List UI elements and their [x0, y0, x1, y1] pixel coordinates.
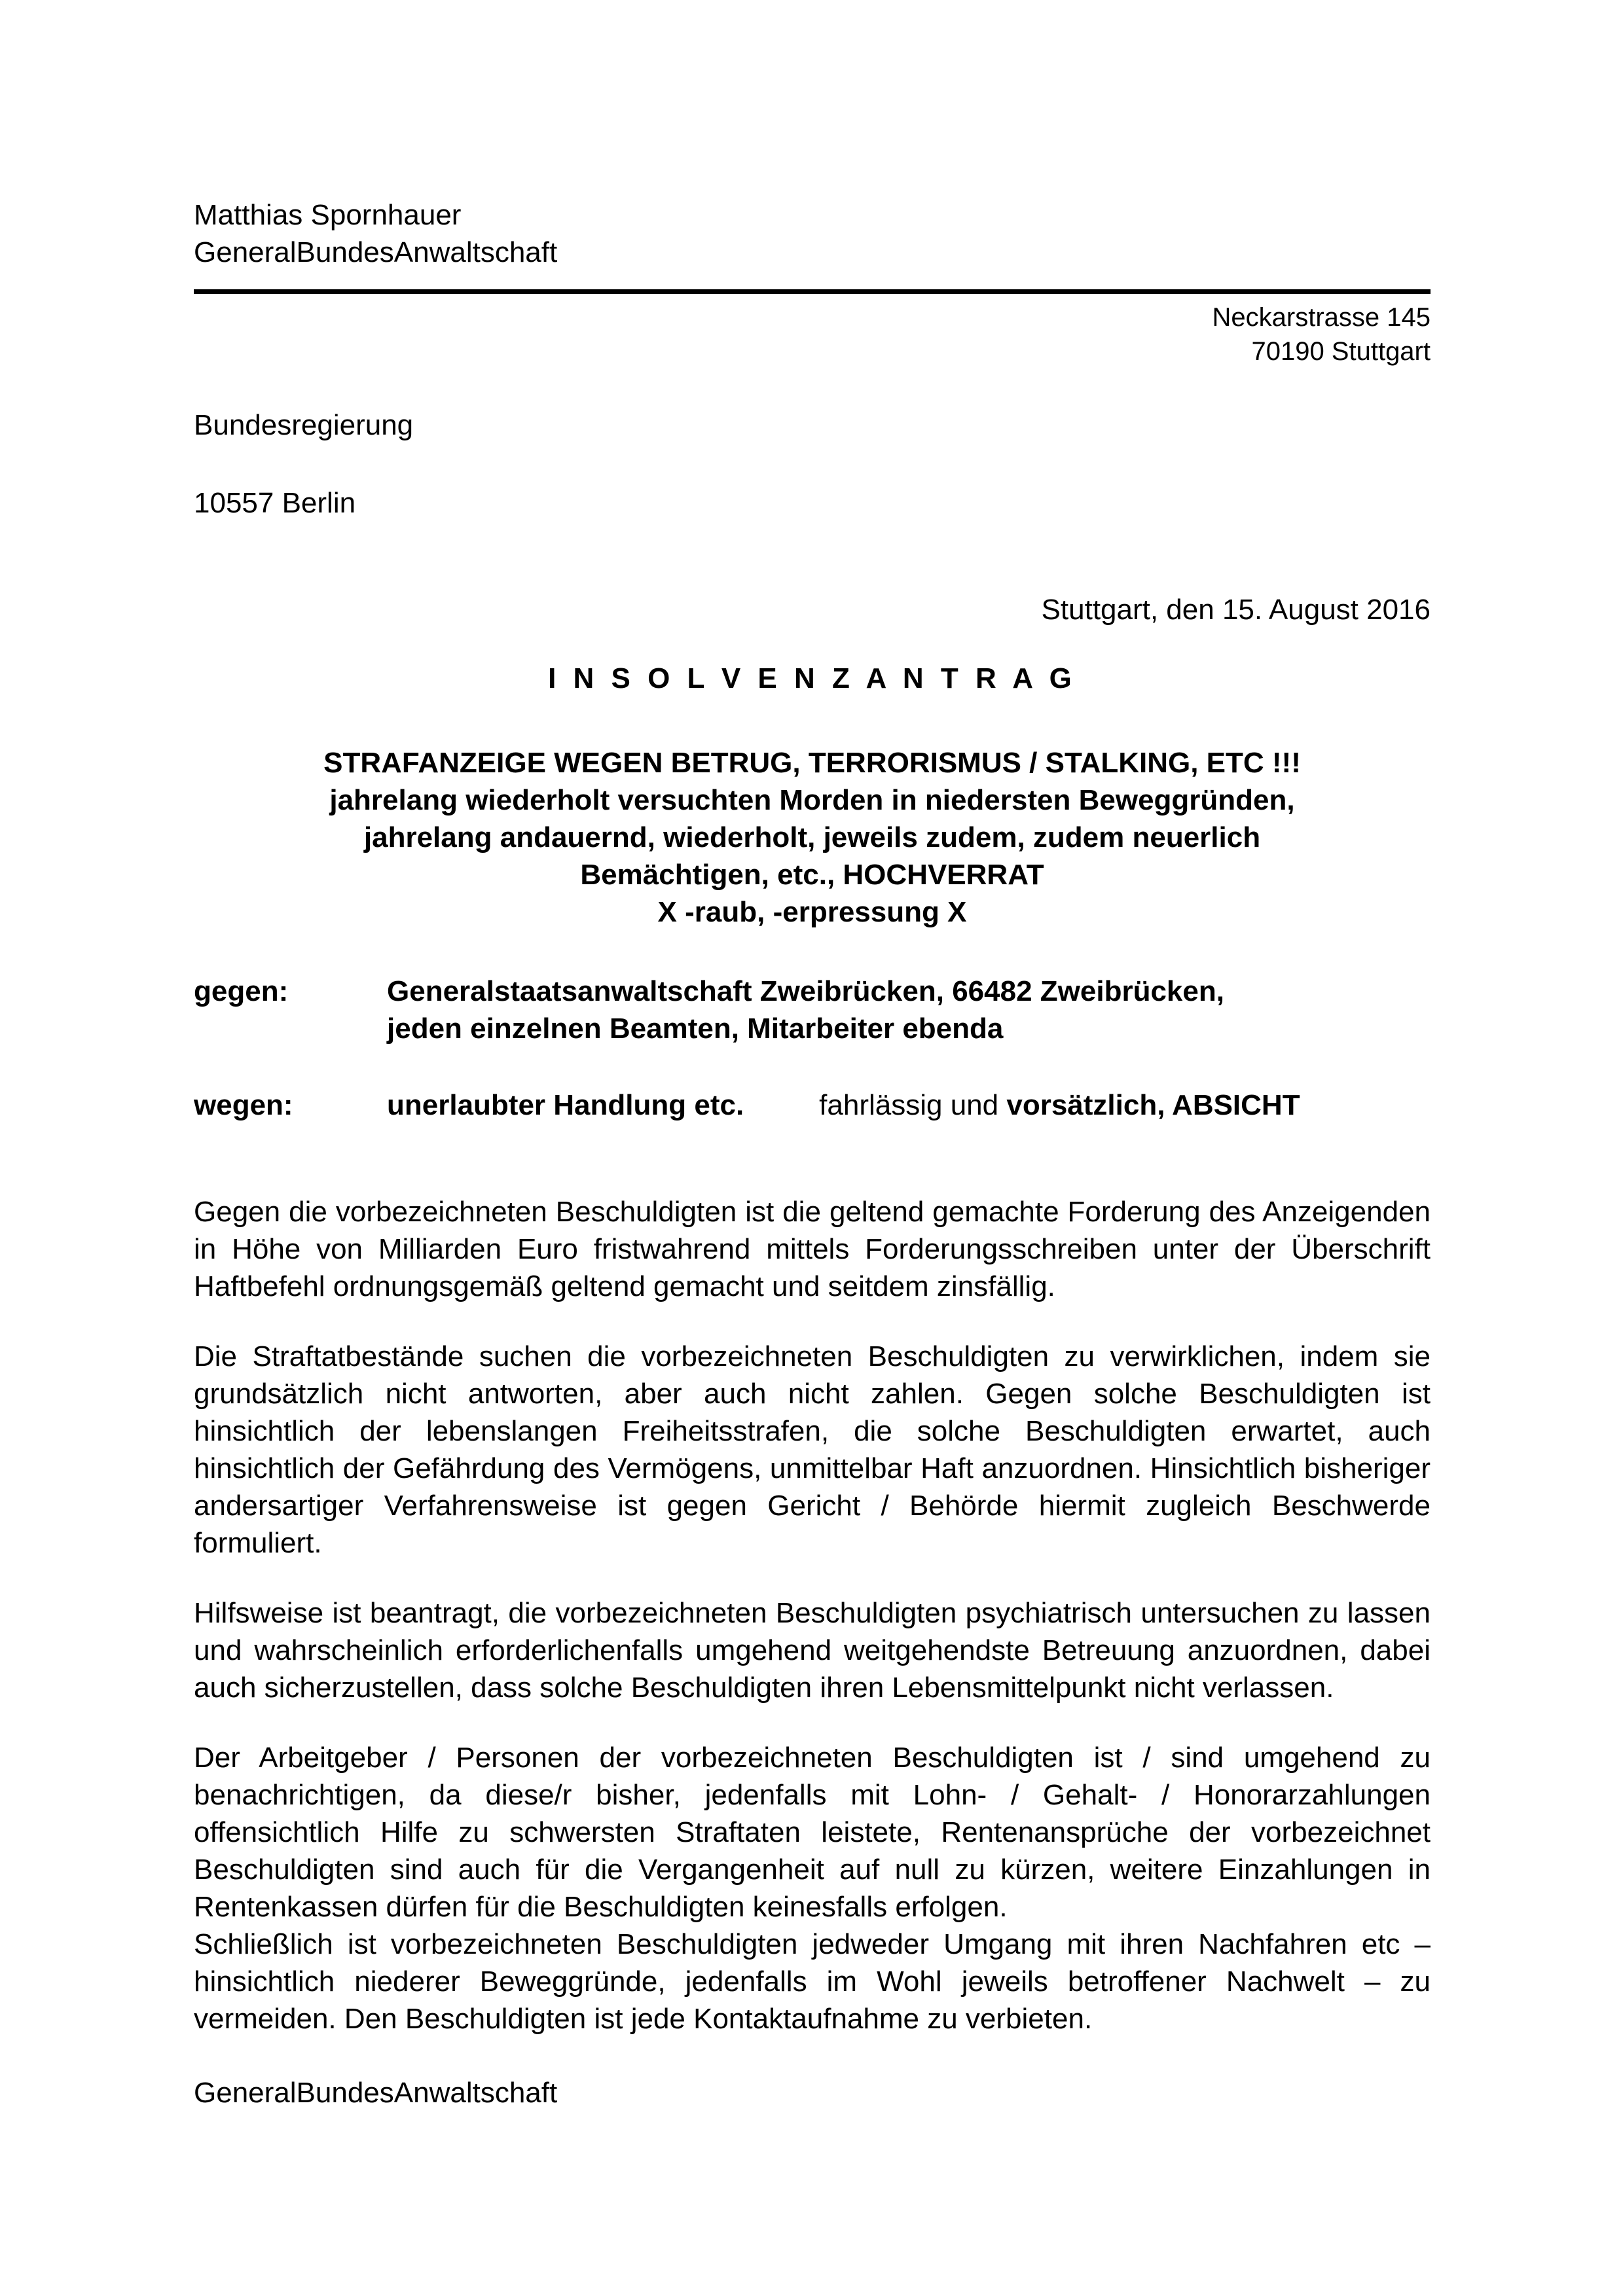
sender-org: GeneralBundesAnwaltschaft: [194, 236, 558, 268]
recipient-name: Bundesregierung: [194, 409, 414, 441]
wegen-label: wegen:: [194, 1089, 293, 1121]
body-paragraph-4: Der Arbeitgeber / Personen der vorbezeichneten Beschuldigten ist / sind umgehend zu benachrichtigen, da diese/r bisher, jedenfalls mit Lohn- / Gehalt- / Honorarzahlungen offensichtlich Hilfe zu schwersten Straftaten leistete, Rentenansprüche der vorbezeichnet Beschuldigten sind auch für die Vergangenheit auf null zu kürzen, weitere Einzahlungen in Rentenkassen dürfen für die Beschuldigten keinesfalls erfolgen.: [194, 1742, 1431, 1923]
gegen-row: [194, 973, 1431, 1047]
wegen-regular-inner: fahrlässig und: [819, 1089, 999, 1121]
subject-line-5: X -raub, -erpressung X: [657, 896, 967, 928]
wegen-row: [194, 1086, 1431, 1124]
sender-name: Matthias Spornhauer: [194, 199, 462, 231]
gegen-label: gegen:: [194, 975, 289, 1007]
subject-line-1: STRAFANZEIGE WEGEN BETRUG, TERRORISMUS / STALKING, ETC !!!: [323, 747, 1301, 779]
wegen-regular-text: [819, 1089, 1006, 1121]
document-title: I N S O L V E N Z A N T R A G: [548, 662, 1076, 694]
body-paragraph-2: Die Straftatbestände suchen die vorbezeichneten Beschuldigten zu verwirklichen, indem sie grundsätzlich nicht antworten, aber auch nicht zahlen. Gegen solche Beschuldigten ist hinsichtlich der lebenslangen Freiheitsstrafen, die solche Beschuldigten erwartet, auch hinsichtlich der Gefährdung des Vermögens, unmittelbar Haft anzuordnen. Hinsichtlich bisheriger andersartiger Verfahrensweise ist gegen Gericht / Behörde hiermit zugleich Beschwerde formuliert.: [194, 1340, 1431, 1559]
subject-block: [194, 744, 1431, 931]
date-line: Stuttgart, den 15. August 2016: [1041, 594, 1431, 626]
body-paragraph-3: Hilfsweise ist beantragt, die vorbezeichneten Beschuldigten psychiatrisch untersuchen zu lassen und wahrscheinlich erforderlichenfalls umgehend weitgehendste Betreuung anzuordnen, dabei auch sicherzustellen, dass solche Beschuldigten ihren Lebensmittelpunkt nicht verlassen.: [194, 1597, 1431, 1704]
sender-city: 70190 Stuttgart: [1251, 337, 1431, 366]
gegen-content: [387, 973, 1431, 1047]
wegen-content: [387, 1086, 1431, 1124]
body-paragraph-5: Schließlich ist vorbezeichneten Beschuldigten jedweder Umgang mit ihren Nachfahren etc – hinsichtlich niederer Beweggründe, jedenfalls im Wohl jeweils betroffener Nachwelt – zu vermeiden. Den Beschuldigten ist jede Kontaktaufnahme zu verbieten.: [194, 1928, 1431, 2035]
closing-signature: GeneralBundesAnwaltschaft: [194, 2077, 558, 2109]
subject-line-4: Bemächtigen, etc., HOCHVERRAT: [580, 859, 1044, 891]
gegen-line-2: jeden einzelnen Beamten, Mitarbeiter ebenda: [387, 1013, 1004, 1045]
sender-block: [194, 196, 1431, 271]
sender-street: Neckarstrasse 145: [1212, 303, 1431, 332]
gegen-line-1: Generalstaatsanwaltschaft Zweibrücken, 66482 Zweibrücken,: [387, 975, 1224, 1007]
body-paragraph-1: Gegen die vorbezeichneten Beschuldigten ist die geltend gemachte Forderung des Anzeigenden in Höhe von Milliarden Euro fristwahrend mittels Forderungsschreiben unter der Überschrift Haftbefehl ordnungsgemäß geltend gemacht und seitdem zinsfällig.: [194, 1196, 1431, 1302]
header-divider: [194, 289, 1431, 294]
recipient-city: 10557 Berlin: [194, 487, 356, 519]
wegen-bold-text: unerlaubter Handlung etc.: [387, 1089, 744, 1121]
subject-line-2: jahrelang wiederholt versuchten Morden in niedersten Beweggründen,: [329, 784, 1295, 816]
wegen-bold-emphasis: vorsätzlich, ABSICHT: [1006, 1089, 1300, 1121]
subject-line-3: jahrelang andauernd, wiederholt, jeweils zudem, zudem neuerlich: [363, 821, 1261, 853]
sender-address-block: [194, 300, 1431, 368]
